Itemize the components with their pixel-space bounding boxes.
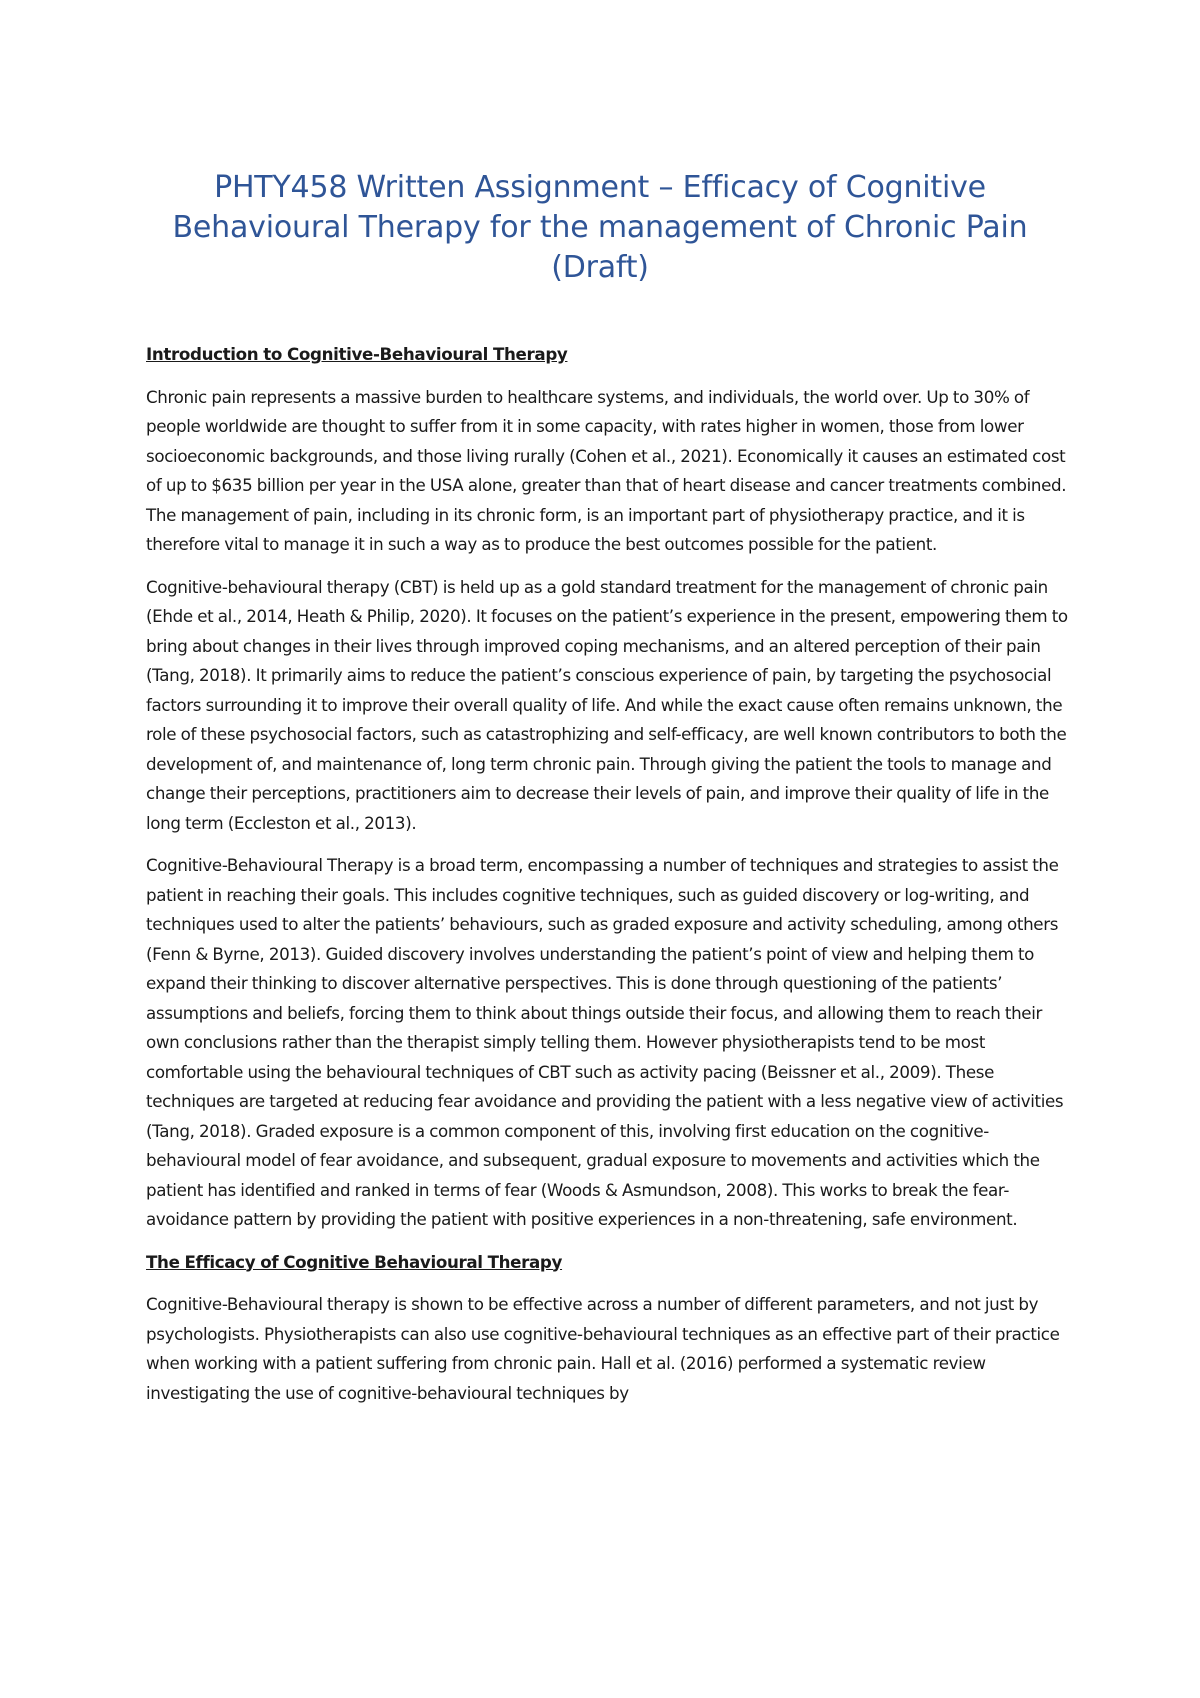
- paragraph: Cognitive-Behavioural Therapy is a broad term, encompassing a number of techniques and strategies to assist the patient in reaching their goals. This includes cognitive techniques, such as guided discovery or log-writing, and techniques used to alter the patients’ behaviours, such as graded exposure and activity scheduling, among others (Fenn & Byrne, 2013). Guided discovery involves understanding the patient’s point of view and helping them to expand their thinking to discover alternative perspectives. This is done through questioning of the patients’ assumptions and beliefs, forcing them to think about things outside their focus, and allowing them to reach their own conclusions rather than the therapist simply telling them. However physiotherapists tend to be most comfortable using the behavioural techniques of CBT such as activity pacing (Beissner et al., 2009). These techniques are targeted at reducing fear avoidance and providing the patient with a less negative view of activities (Tang, 2018). Graded exposure is a common component of this, involving first education on the cognitive-behavioural model of fear avoidance, and subsequent, gradual exposure to movements and activities which the patient has identified and ranked in terms of fear (Woods & Asmundson, 2008). This works to break the fear-avoidance pattern by providing the patient with positive experiences in a non-threatening, safe environment.: [146, 855, 1064, 1229]
- paragraph: Chronic pain represents a massive burden to healthcare systems, and individuals, the world over. Up to 30% of people worldwide are thought to suffer from it in some capacity, with rates higher in women, those from lower socioeconomic backgrounds, and those living rurally (Cohen et al., 2021). Economically it causes an estimated cost of up to $635 billion per year in the USA alone, greater than that of heart disease and cancer treatments combined. The management of pain, including in its chronic form, is an important part of physiotherapy practice, and it is therefore vital to manage it in such a way as to produce the best outcomes possible for the patient.: [146, 386, 1067, 554]
- paragraph: Cognitive-Behavioural therapy is shown to be effective across a number of different parameters, and not just by psychologists. Physiotherapists can also use cognitive-behavioural techniques as an effective part of their practice when working with a patient suffering from chronic pain. Hall et al. (2016) performed a systematic review investigating the use of cognitive-behavioural techniques by: [146, 1294, 1060, 1403]
- section-heading-efficacy: The Efficacy of Cognitive Behavioural Therapy: [146, 1251, 563, 1272]
- paragraph: Cognitive-behavioural therapy (CBT) is held up as a gold standard treatment for the management of chronic pain (Ehde et al., 2014, Heath & Philip, 2020). It focuses on the patient’s experience in the present, empowering them to bring about changes in their lives through improved coping mechanisms, and an altered perception of their pain (Tang, 2018). It primarily aims to reduce the patient’s conscious experience of pain, by targeting the psychosocial factors surrounding it to improve their overall quality of life. And while the exact cause often remains unknown, the role of these psychosocial factors, such as catastrophizing and self-efficacy, are well known contributors to both the development of, and maintenance of, long term chronic pain. Through giving the patient the tools to manage and change their perceptions, practitioners aim to decrease their levels of pain, and improve their quality of life in the long term (Eccleston et al., 2013).: [146, 576, 1068, 833]
- section-heading-introduction: Introduction to Cognitive-Behavioural Therapy: [146, 344, 568, 364]
- document-body: [146, 340, 1074, 1421]
- document-title: PHTY458 Written Assignment – Efficacy of Cognitive Behavioural Therapy for the management of Chronic Pain (Draft): [172, 170, 1028, 285]
